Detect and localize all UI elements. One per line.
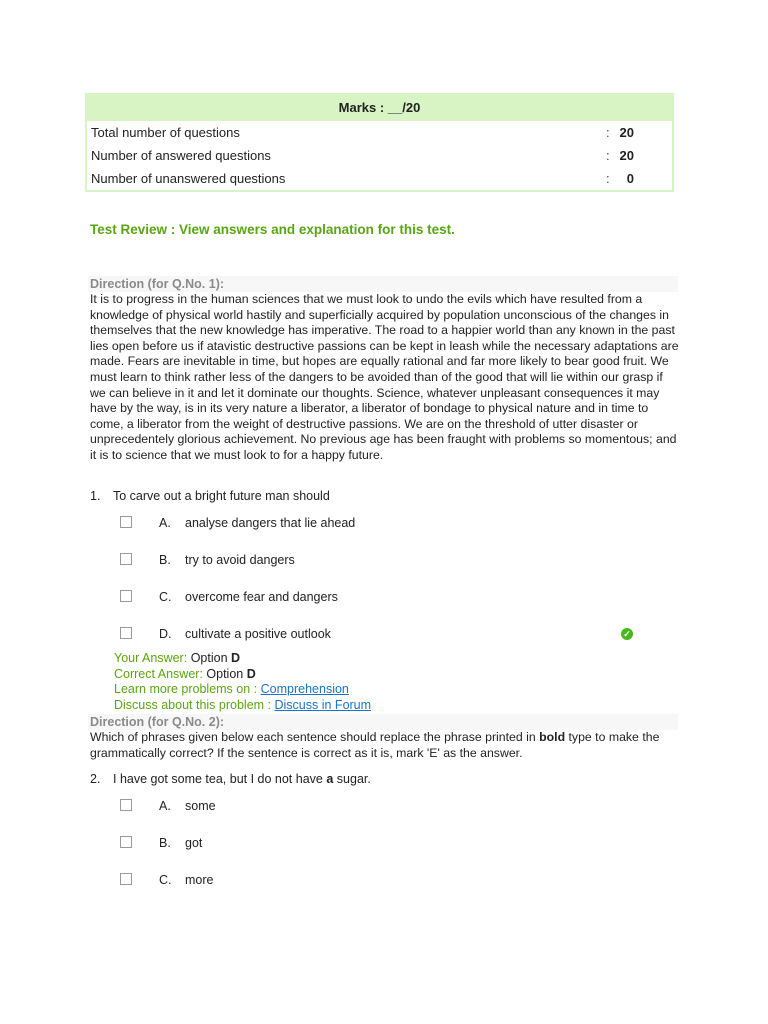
option-checkbox[interactable] [120,873,132,885]
option-text: overcome fear and dangers [185,590,338,604]
option-a[interactable] [120,515,640,531]
option-checkbox[interactable] [120,799,132,811]
option-letter: A. [159,516,171,530]
option-letter: C. [159,590,172,604]
instruction-q2 [90,730,680,761]
option-checkbox[interactable] [120,516,132,528]
option-text: cultivate a positive outlook [185,627,331,641]
comprehension-link[interactable]: Comprehension [260,682,349,697]
marks-row-value: 20 [619,125,634,140]
option-b[interactable] [120,552,640,568]
option-checkbox[interactable] [120,627,132,639]
option-text: more [185,873,214,887]
option-checkbox[interactable] [120,590,132,602]
discuss-forum-link[interactable]: Discuss in Forum [274,698,372,713]
q2-option-b[interactable] [120,835,640,851]
passage-q1 [90,292,680,464]
your-answer-line [114,651,371,667]
correct-answer-value: D [246,666,256,681]
marks-row-answered [87,144,672,167]
question-2 [90,772,371,786]
direction-q1: Direction (for Q.No. 1): [88,276,678,292]
marks-row-total [87,121,672,144]
option-checkbox[interactable] [120,836,132,848]
q2-option-c[interactable] [120,872,640,888]
question-text-bold: a [326,772,334,786]
instruction-bold: bold [539,730,566,744]
test-review-link[interactable]: Test Review : View answers and explanation for this test. [90,222,455,237]
marks-row-colon: : [606,171,610,186]
question-text-before: I have got some tea, but I do not have [113,772,323,786]
correct-answer-label: Correct Answer: [114,666,203,681]
marks-row-label: Number of unanswered questions [91,171,286,186]
marks-row-colon: : [606,125,610,140]
correct-answer-line [114,667,371,683]
your-answer-prefix: Option [190,651,228,665]
your-answer-value: D [231,651,241,665]
learn-more-label: Learn more problems on : [114,682,258,697]
correct-answer-prefix: Option [206,666,244,681]
option-c[interactable] [120,589,640,605]
learn-more-line [114,682,371,698]
instruction-before: Which of phrases given below each sentence should replace the phrase printed in [90,730,536,744]
discuss-label: Discuss about this problem : [114,698,272,713]
answer-block [114,651,371,714]
question-number: 1. [90,489,101,503]
option-letter: D. [159,627,172,641]
instruction-after: type to make the grammatically correct? If the sentence is correct as it is, mark 'E' as the answer. [90,730,660,760]
question-number: 2. [90,772,101,786]
option-text: got [185,836,203,850]
option-letter: A. [159,799,171,813]
marks-row-unanswered [87,167,672,190]
instruction-text [90,730,680,761]
option-letter: C. [159,873,172,887]
option-text: some [185,799,216,813]
passage-text: It is to progress in the human sciences that we must look to undo the evils which have resulted from a knowledge of physical world hastily and superficially acquired by population unconscious of the changes in themselves that the new knowledge has imperative. The road to a happier world than any known in the past lies open before us if atavistic destructive passions can be kept in leash while the necessary adaptations are made. Fears are inevitable in time, but hopes are equally rational and far more likely to bear good fruit. We must learn to think rather less of the dangers to be avoided than of the good that will lie within our grasp if we can believe in it and let it dominate our thoughts. Science, whatever unpleasant consequences it may have by the way, is in its very nature a liberator, a liberator of bondage to physical nature and in time to come, a liberator from the weight of destructive passions. We are on the threshold of utter disaster or unprecedentely glorious achievement. No previous age has been fraught with problems so momentous; and it is to science that we must look to for a happy future. [90,292,679,462]
discuss-line [114,698,371,714]
marks-header: Marks : __/20 [87,95,672,121]
marks-row-colon: : [606,148,610,163]
option-d[interactable] [120,626,640,642]
option-letter: B. [159,553,171,567]
option-letter: B. [159,836,171,850]
correct-check-icon: ✓ [621,628,633,640]
marks-summary-box [85,93,674,192]
marks-row-label: Number of answered questions [91,148,271,163]
your-answer-label: Your Answer: [114,651,188,665]
option-checkbox[interactable] [120,553,132,565]
question-text: To carve out a bright future man should [113,489,330,503]
marks-row-label: Total number of questions [91,125,240,140]
question-text-after: sugar. [336,772,371,786]
direction-q2: Direction (for Q.No. 2): [88,714,678,730]
marks-row-value: 20 [619,148,634,163]
q2-option-a[interactable] [120,798,640,814]
option-text: analyse dangers that lie ahead [185,516,356,530]
option-text: try to avoid dangers [185,553,295,567]
marks-row-value: 0 [626,171,634,186]
question-1 [90,489,330,503]
